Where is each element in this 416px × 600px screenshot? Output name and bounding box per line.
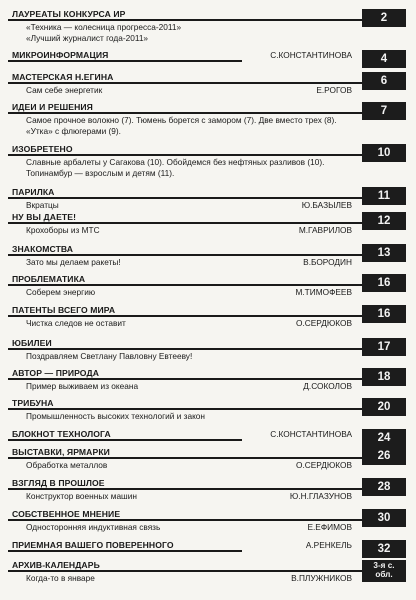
section-rule	[8, 222, 364, 224]
page-number-badge[interactable]: 11	[362, 187, 406, 205]
article-description: Крохоборы из МТС	[26, 225, 100, 235]
author-name: Д.СОКОЛОВ	[303, 381, 352, 391]
author-name: М.ГАВРИЛОВ	[298, 225, 352, 235]
section-rule	[8, 519, 364, 521]
article-description: Когда-то в январе	[26, 573, 95, 583]
author-name: С.КОНСТАНТИНОВА	[270, 50, 352, 60]
section-title: ВЫСТАВКИ, ЯРМАРКИ	[12, 447, 110, 457]
page-number-badge[interactable]: 20	[362, 398, 406, 416]
author-name: Ю.БАЗЫЛЕВ	[301, 200, 352, 210]
section-rule	[8, 19, 364, 21]
section-title: ПРИЕМНАЯ ВАШЕГО ПОВЕРЕННОГО	[12, 540, 174, 550]
section-title: ИЗОБРЕТЕНО	[12, 144, 73, 154]
author-name: О.СЕРДЮКОВ	[296, 318, 352, 328]
page-number-badge[interactable]: 28	[362, 478, 406, 496]
section-title: МАСТЕРСКАЯ Н.ЕГИНА	[12, 72, 114, 82]
page-number-badge[interactable]: 13	[362, 244, 406, 262]
article-description: Славные арбалеты у Сагакова (10). Обойдемся без нефтяных разливов (10). Топинамбур — взрослым и детям (11).	[26, 157, 325, 178]
section-rule	[8, 254, 364, 256]
page-number-badge[interactable]: 10	[362, 144, 406, 162]
author-name: Ю.Н.ГЛАЗУНОВ	[289, 491, 352, 501]
section-title: ВЗГЛЯД В ПРОШЛОЕ	[12, 478, 105, 488]
section-rule	[8, 284, 364, 286]
toc-entry[interactable]	[8, 102, 412, 138]
section-title: АВТОР — ПРИРОДА	[12, 368, 100, 378]
section-rule	[8, 488, 364, 490]
page-number-badge[interactable]: 32	[362, 540, 406, 558]
article-description: Односторонняя индуктивная связь	[26, 522, 161, 532]
page-number-badge[interactable]: 3-я с. обл.	[362, 560, 406, 582]
author-name: А.РЕНКЕЛЬ	[305, 540, 352, 550]
section-rule	[8, 154, 364, 156]
author-name: С.КОНСТАНТИНОВА	[270, 429, 352, 439]
article-description: Сам себе энергетик	[26, 85, 103, 95]
page-number-badge[interactable]: 16	[362, 305, 406, 323]
section-title: ТРИБУНА	[12, 398, 54, 408]
author-name: Е.ЕФИМОВ	[307, 522, 352, 532]
article-description: «Техника — колесница прогресса-2011» «Лучший журналист года-2011»	[26, 22, 182, 43]
section-title: ПРОБЛЕМАТИКА	[12, 274, 86, 284]
section-title: МИКРОИНФОРМАЦИЯ	[12, 50, 109, 60]
page-number-badge[interactable]: 4	[362, 50, 406, 68]
article-description: Промышленность высоких технологий и закон	[26, 411, 205, 421]
toc-entry[interactable]	[8, 144, 412, 180]
article-description: Пример выживаем из океана	[26, 381, 139, 391]
article-description: Соберем энергию	[26, 287, 96, 297]
author-name: В.БОРОДИН	[303, 257, 352, 267]
article-description: Чистка следов не оставит	[26, 318, 126, 328]
toc-entry[interactable]	[8, 560, 412, 596]
article-description: Самое прочное волокно (7). Тюмень борется с замором (7). Две вместо трех (8). «Утка» с флюгерами (9).	[26, 115, 337, 136]
section-title: АРХИВ-КАЛЕНДАРЬ	[12, 560, 100, 570]
section-title: ПАРИЛКА	[12, 187, 55, 197]
article-description: Поздравляем Светлану Павловну Евтееву!	[26, 351, 193, 361]
toc-entry[interactable]	[8, 9, 412, 45]
article-description: Обработка металлов	[26, 460, 108, 470]
section-title: ЗНАКОМСТВА	[12, 244, 74, 254]
section-title: СОБСТВЕННОЕ МНЕНИЕ	[12, 509, 121, 519]
section-title: ЛАУРЕАТЫ КОНКУРСА ИР	[12, 9, 126, 19]
section-rule	[8, 570, 364, 572]
author-name: М.ТИМОФЕЕВ	[295, 287, 352, 297]
page-number-badge[interactable]: 30	[362, 509, 406, 527]
section-title: ЮБИЛЕИ	[12, 338, 52, 348]
page-number-badge[interactable]: 2	[362, 9, 406, 27]
section-rule	[8, 82, 364, 84]
section-rule	[8, 197, 364, 199]
page-number-badge[interactable]: 26	[362, 447, 406, 465]
page-number-badge[interactable]: 6	[362, 72, 406, 90]
article-description: Вкратцы	[26, 200, 59, 210]
page-number-badge[interactable]: 12	[362, 212, 406, 230]
section-rule	[8, 315, 364, 317]
page-number-badge[interactable]: 17	[362, 338, 406, 356]
section-rule	[8, 60, 242, 62]
author-name: О.СЕРДЮКОВ	[296, 460, 352, 470]
section-title: НУ ВЫ ДАЕТЕ!	[12, 212, 77, 222]
section-rule	[8, 112, 364, 114]
section-rule	[8, 457, 364, 459]
toc-entry[interactable]	[8, 305, 412, 341]
section-title: БЛОКНОТ ТЕХНОЛОГА	[12, 429, 111, 439]
section-rule	[8, 348, 364, 350]
article-description: Зато мы делаем ракеты!	[26, 257, 121, 267]
section-rule	[8, 378, 364, 380]
author-name: Е.РОГОВ	[316, 85, 352, 95]
author-name: В.ПЛУЖНИКОВ	[291, 573, 352, 583]
section-rule	[8, 550, 242, 552]
section-rule	[8, 439, 242, 441]
section-title: ПАТЕНТЫ ВСЕГО МИРА	[12, 305, 116, 315]
page-number-badge[interactable]: 7	[362, 102, 406, 120]
page-number-badge[interactable]: 24	[362, 429, 406, 447]
page-number-badge[interactable]: 18	[362, 368, 406, 386]
section-rule	[8, 408, 364, 410]
page-number-badge[interactable]: 16	[362, 274, 406, 292]
toc-entry[interactable]	[8, 212, 412, 248]
section-title: ИДЕИ И РЕШЕНИЯ	[12, 102, 93, 112]
article-description: Конструктор военных машин	[26, 491, 137, 501]
